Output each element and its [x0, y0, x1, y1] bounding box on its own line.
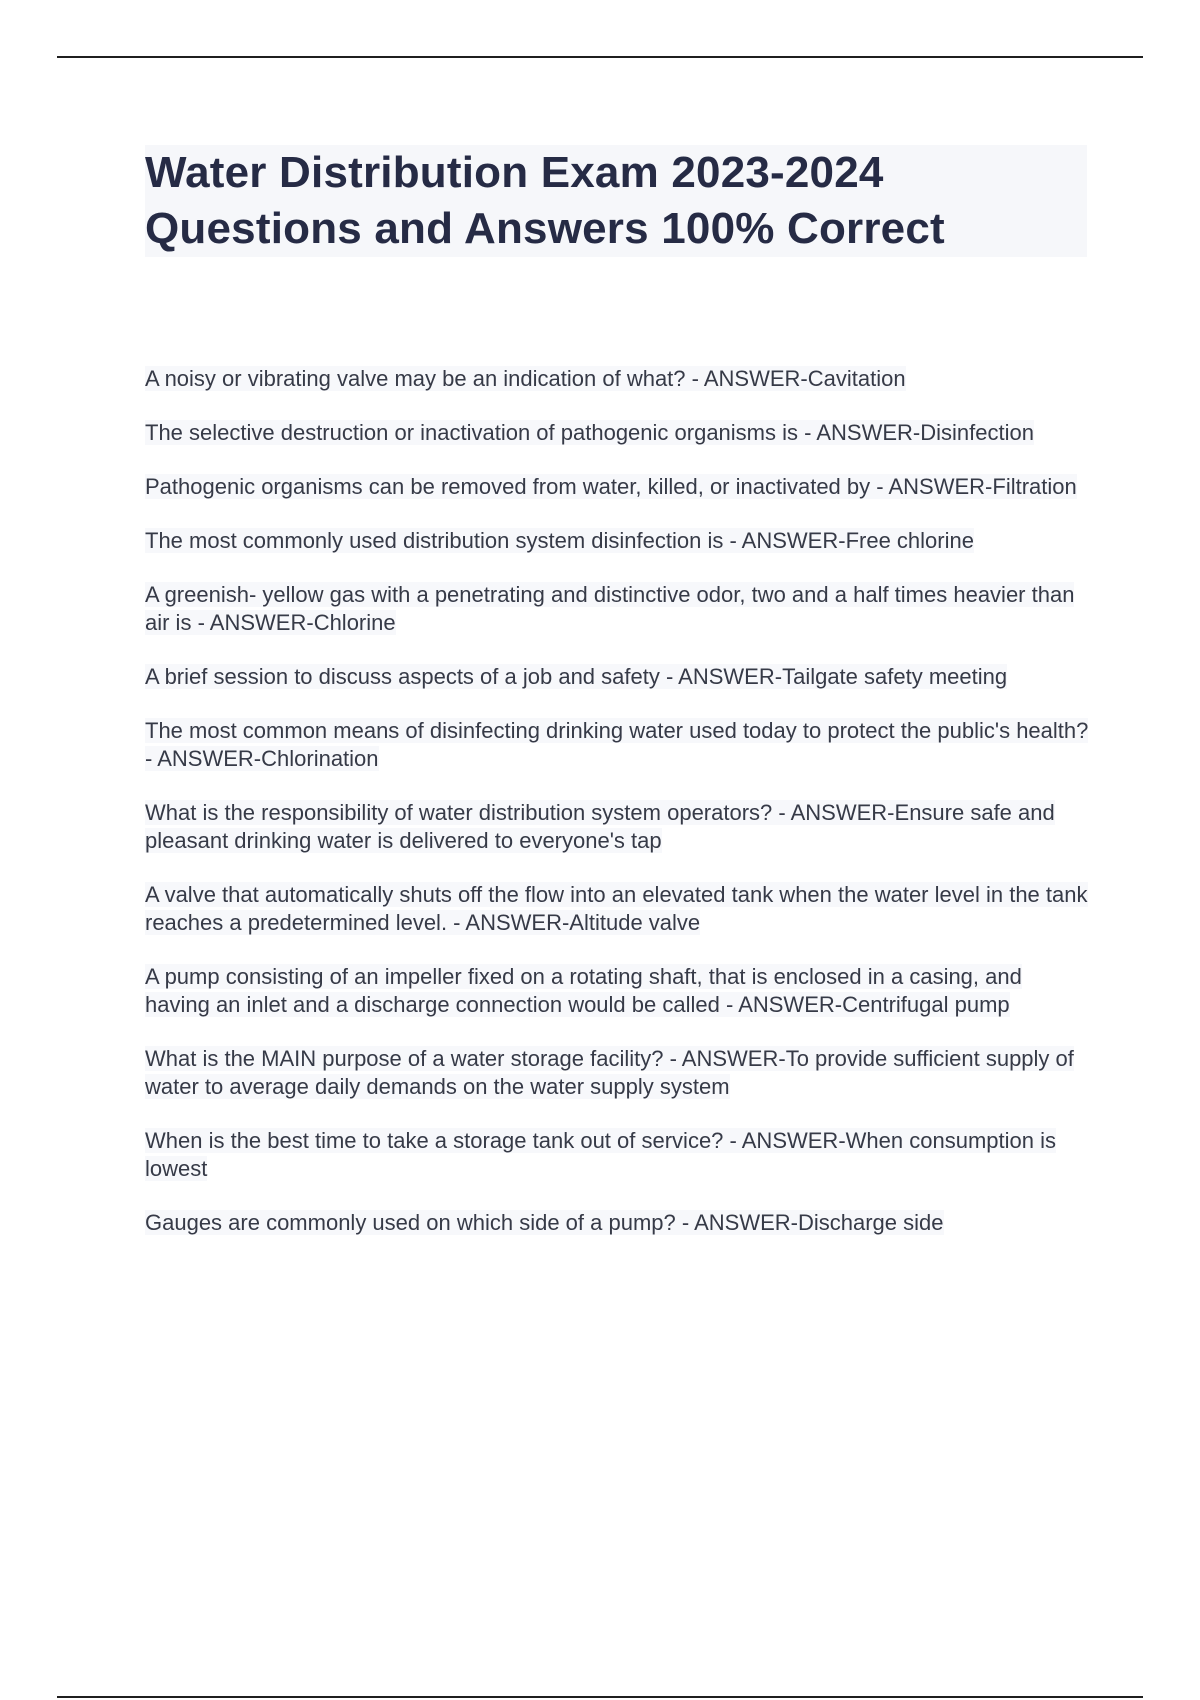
question-text: What is the MAIN purpose of a water storage facility?: [145, 1046, 664, 1071]
qa-item: [145, 419, 1090, 447]
qa-item: [145, 1127, 1090, 1183]
qa-item: [145, 663, 1090, 691]
page-title: [145, 145, 1087, 257]
answer-text: Altitude valve: [569, 910, 701, 935]
answer-text: Ensure safe and pleasant drinking water is delivered to everyone's tap: [145, 800, 1055, 853]
qa-item: [145, 365, 1090, 393]
qa-item: [145, 717, 1090, 773]
bottom-rule: [57, 1696, 1143, 1698]
qa-item: [145, 1209, 1090, 1237]
top-rule: [57, 56, 1143, 58]
qa-item: [145, 963, 1090, 1019]
question-text: A greenish- yellow gas with a penetrating and distinctive odor, two and a half times heavier than air is: [145, 582, 1075, 635]
answer-text: When consumption is lowest: [145, 1128, 1056, 1181]
question-text: A brief session to discuss aspects of a job and safety: [145, 664, 660, 689]
question-text: The most common means of disinfecting drinking water used today to protect the public's health?: [145, 718, 1089, 743]
answer-separator: - ANSWER-: [145, 746, 262, 771]
answer-text: Tailgate safety meeting: [782, 664, 1008, 689]
qa-item: [145, 527, 1090, 555]
question-text: The most commonly used distribution system disinfection is: [145, 528, 724, 553]
answer-text: Cavitation: [807, 366, 906, 391]
qa-list: [145, 365, 1090, 1263]
answer-separator: - ANSWER-: [447, 910, 570, 935]
answer-text: To provide sufficient supply of water to average daily demands on the water supply system: [145, 1046, 1074, 1099]
question-text: When is the best time to take a storage tank out of service?: [145, 1128, 724, 1153]
answer-separator: - ANSWER-: [870, 474, 993, 499]
answer-separator: - ANSWER-: [659, 664, 783, 689]
title-block: [145, 145, 1087, 257]
title-line-1: Water Distribution Exam 2023-2024: [145, 148, 884, 197]
qa-item: [145, 881, 1090, 937]
qa-item: [145, 581, 1090, 637]
answer-text: Discharge side: [797, 1210, 944, 1235]
qa-item: [145, 799, 1090, 855]
answer-separator: - ANSWER-: [723, 528, 846, 553]
question-text: A valve that automatically shuts off the flow into an elevated tank when the water level in the tank reaches a predetermined level.: [145, 882, 1088, 935]
answer-text: Filtration: [992, 474, 1077, 499]
question-text: A pump consisting of an impeller fixed on a rotating shaft, that is enclosed in a casing, and having an inlet and a discharge connection would be called: [145, 964, 1022, 1017]
answer-separator: - ANSWER-: [772, 800, 895, 825]
answer-text: Centrifugal pump: [842, 992, 1010, 1017]
answer-separator: - ANSWER-: [723, 1128, 846, 1153]
question-text: Gauges are commonly used on which side of a pump?: [145, 1210, 676, 1235]
question-text: The selective destruction or inactivation of pathogenic organisms is: [145, 420, 799, 445]
answer-separator: - ANSWER-: [685, 366, 808, 391]
question-text: What is the responsibility of water distribution system operators?: [145, 800, 773, 825]
answer-separator: - ANSWER-: [663, 1046, 786, 1071]
answer-separator: - ANSWER-: [675, 1210, 798, 1235]
question-text: Pathogenic organisms can be removed from water, killed, or inactivated by: [145, 474, 871, 499]
answer-separator: - ANSWER-: [798, 420, 921, 445]
qa-item: [145, 1045, 1090, 1101]
answer-text: Free chlorine: [845, 528, 974, 553]
qa-item: [145, 473, 1090, 501]
answer-separator: - ANSWER-: [191, 610, 314, 635]
answer-text: Chlorination: [261, 746, 379, 771]
title-line-2: Questions and Answers 100% Correct: [145, 204, 945, 253]
question-text: A noisy or vibrating valve may be an indication of what?: [145, 366, 686, 391]
answer-text: Disinfection: [920, 420, 1034, 445]
answer-separator: - ANSWER-: [719, 992, 843, 1017]
answer-text: Chlorine: [313, 610, 396, 635]
